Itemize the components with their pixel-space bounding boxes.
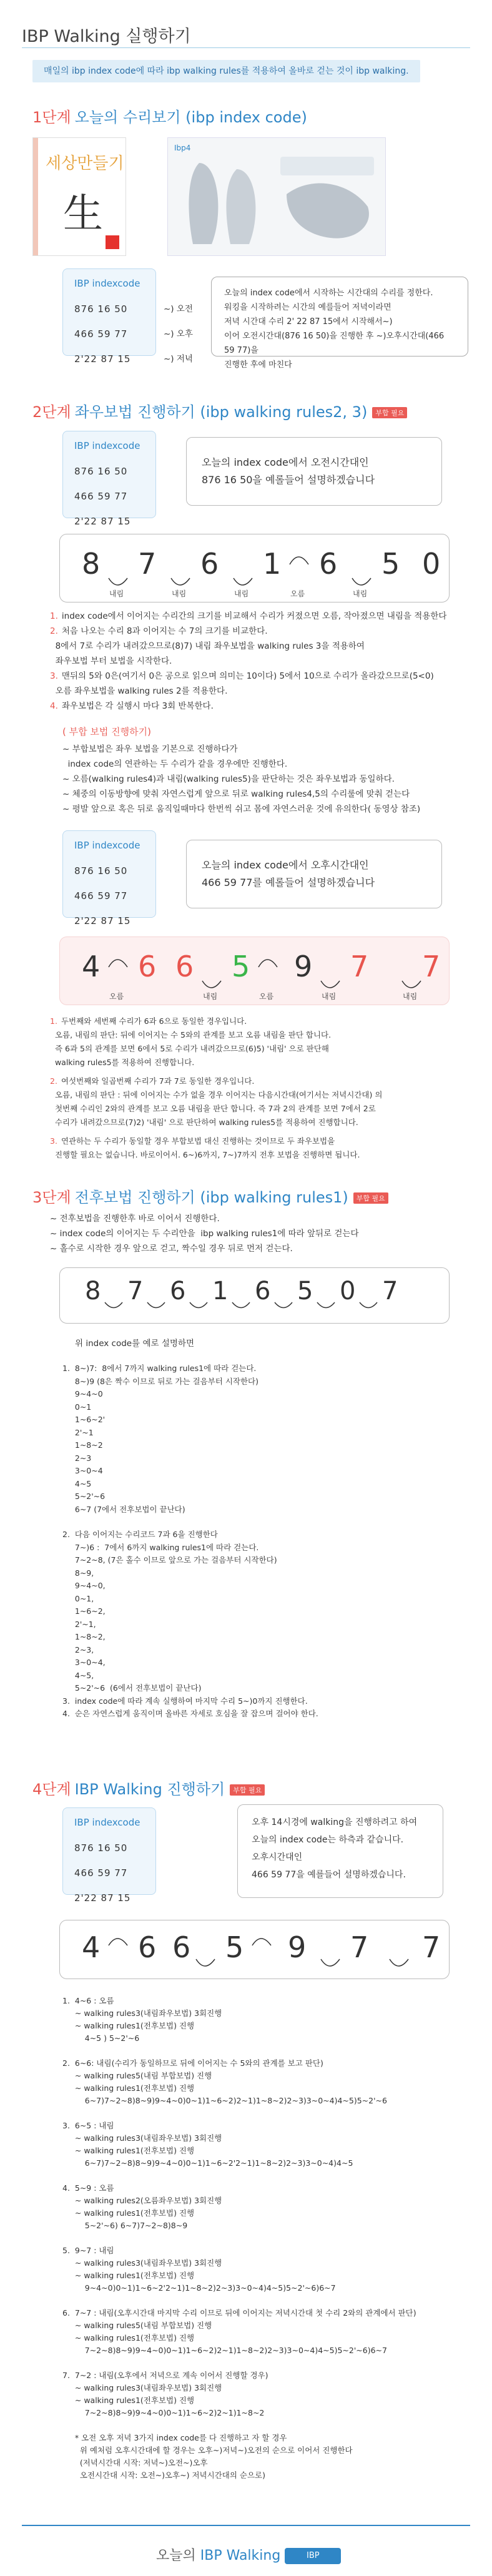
step2-note	[186, 437, 442, 506]
page-title: IBP Walking 실행하기	[22, 27, 191, 46]
line	[62, 1516, 318, 1528]
line: 2~3,	[62, 1644, 94, 1654]
step1-note-line: 이어 오전시간대(876 16 50)을 진행한 후 ~)오후시간대(466 59 77)을	[224, 332, 445, 355]
line: 4. 순은 자연스럽게 움직이며 올바른 자세로 호심을 잘 잡으며 걸어야 한다.	[62, 1709, 318, 1718]
line: 7. 7~2 : 내림(오후에서 저녁으로 계속 이어서 진행할 경우)	[62, 2371, 268, 2380]
brand-logo: IBP	[285, 2548, 341, 2564]
list-item: 여섯번째와 일곱번째 수리가 7과 7로 동일한 경우입니다.	[61, 1076, 255, 1086]
line	[62, 2232, 416, 2244]
step4-note-line: 오후시간대인	[252, 1852, 303, 1862]
rules-item: ~ 체중의 이동방향에 맞춰 자연스럽게 앞으로 뒤로 walking rules4,5의 수리룰에 맞춰 걷는다	[62, 789, 410, 799]
line: ~ walking rules5(내림 부합보법) 진행	[62, 2321, 212, 2330]
digit: 9	[288, 1930, 307, 1964]
ibp-row-am: 876 16 50	[74, 303, 128, 315]
list-item: 좌우보법 부터 보법을 시작한다.	[50, 656, 172, 666]
step1-note-line: 워킹을 시작하려는 시간의 예를들어 저녁이라면	[224, 303, 391, 312]
step4-note-line: 466 59 77을 예를들어 설명하겠습니다.	[252, 1870, 406, 1880]
line: ~ walking rules1(전후보법) 진행	[62, 2083, 195, 2093]
ibp-row-pm: 466 59 77	[74, 890, 128, 902]
list-item: 8에서 7로 수리가 내려갔으므로(8)7) 내림 좌우보법을 walking rules 3을 적용하여	[50, 641, 365, 651]
line: 7~)6 : 7에서 6까지 walking rules1에 따라 걷는다.	[62, 1542, 259, 1552]
line: 2'~1,	[62, 1619, 96, 1629]
line: 6~7 (7에서 전후보법이 끝난다)	[62, 1504, 185, 1514]
line: 위 예처럼 오후시간대에 할 경우는 오후~)저녁~)오전의 순으로 이어서 진행한다	[62, 2446, 353, 2455]
list-item: 처음 나오는 수리 8과 이어지는 수 7의 크기를 비교한다.	[61, 626, 268, 636]
line	[62, 2107, 416, 2120]
line: 5~2'~6) 6~7)7~2~8)8~9	[62, 2221, 188, 2230]
line: 6~7)7~2~8)8~9)9~4~0)0~1)1~6~2)2~1)1~8~2)2~3)3~0~4)4~5)5~2'~6	[62, 2096, 387, 2105]
step1-title	[32, 105, 307, 127]
digit: 8	[85, 1277, 101, 1305]
step4-digit-strip	[59, 1920, 450, 1979]
ibp-row-pm: 466 59 77	[74, 491, 128, 502]
step4-title	[32, 1777, 265, 1799]
digit-label: 내림	[353, 589, 368, 598]
rules-item: ~ 오름(walking rules4)과 내림(walking rules5)을 판단하는 것은 좌우보법과 동일하다.	[62, 774, 395, 784]
list-num: 2.	[50, 1076, 57, 1086]
line: ~ walking rules3(내림좌우보법) 3회진행	[62, 2133, 222, 2143]
ibp-row-pm: 466 59 77	[74, 328, 128, 340]
ibp-card-title: IBP indexcode	[74, 440, 140, 451]
line: 7~2~8)8~9)9~4~0)0~1)1~6~2)2~1)1~8~2)2~3)3~0~4)4~5)5~2'~6)6~7	[62, 2346, 387, 2355]
step4-tag: 부합 필요	[230, 1784, 265, 1796]
digit: 7	[422, 1930, 441, 1964]
step4-note	[237, 1804, 443, 1898]
step1-note-line: 진행한 후에 마친다	[224, 360, 292, 370]
rules-item: index code의 연관하는 두 수리가 같을 경우에만 진행한다.	[62, 759, 288, 769]
step2b-digit-strip	[59, 937, 450, 1005]
ibp-row-eve: 2'22 87 15	[74, 516, 131, 527]
list-num: 3.	[50, 1136, 57, 1146]
foot-illustration	[167, 137, 386, 256]
line: 7~2~8)8~9)9~4~0)0~1)1~6~2)2~1)1~8~2	[62, 2408, 265, 2417]
line: ~ walking rules1(전후보법) 진행	[62, 2208, 195, 2218]
digit-label: 오름	[109, 992, 124, 1001]
line: ~ walking rules3(내림좌우보법) 3회진행	[62, 2258, 222, 2268]
digit: 6	[170, 1277, 186, 1305]
footer	[156, 2545, 341, 2564]
rules-item: ~ 부합보법은 좌우 보법을 기본으로 진행하다가	[62, 744, 238, 754]
line: 7~2~8, (7은 홀수 이므로 앞으로 가는 걸음부터 시작한다)	[62, 1555, 277, 1565]
digit: 5	[232, 950, 250, 983]
rules-heading: ( 부합 보법 진행하기)	[62, 726, 151, 737]
step2-list	[50, 609, 446, 714]
step2b-note-line: 466 59 77를 예롤들어 설명하겠습니다	[202, 877, 375, 888]
step2b-note	[186, 840, 442, 908]
line: 4~5	[62, 1478, 92, 1488]
line: 오전시간대 시작: 오전~)오후~) 저녁시간대의 순으로)	[62, 2470, 265, 2480]
time-label-eve: ~) 저녁	[164, 354, 193, 364]
digit: 7	[382, 1277, 398, 1305]
step3-intro-line: ~ 전후보법을 진행한후 바로 이어서 진행한다.	[50, 1214, 220, 1224]
step2-title	[32, 400, 407, 421]
digit: 9	[294, 950, 313, 983]
step3-title	[32, 1185, 388, 1207]
digit: 4	[82, 950, 101, 983]
line: 0~1	[62, 1402, 92, 1412]
step2b-note-line: 오늘의 index code에서 오후시간대인	[202, 859, 369, 871]
line: 5. 9~7 : 내림	[62, 2246, 114, 2255]
digit: 5	[297, 1277, 313, 1305]
line: 3~0~4	[62, 1466, 103, 1475]
ibp-row-eve: 2'22 87 15	[74, 915, 131, 927]
step3-intro-line: ~ 홀수로 시작한 경우 앞으로 걷고, 짝수일 경우 뒤로 먼저 걷는다.	[50, 1244, 293, 1254]
line: 6. 7~7 : 내림(오후시간대 마지막 수리 이므로 뒤에 이어지는 저녁시간대 첫 수리 2와의 관계에서 판단)	[62, 2308, 416, 2318]
ibp-indexcode-card-3	[62, 830, 156, 927]
line: 3. 6~5 : 내림	[62, 2121, 114, 2130]
list-item: 좌우보법은 각 실행시 마다 3회 반복한다.	[61, 701, 214, 711]
list-item: index code에서 이어지는 수리간의 크기를 비교해서 수리가 커졌으면 오름, 작아졌으면 내림을 적용한다	[61, 611, 447, 621]
list-item: 오름, 내림의 판단: 뒤에 이어지는 수 5와의 관계를 보고 오름 내림을 판단 합니다.	[50, 1030, 332, 1040]
digit-label: 내림	[403, 992, 418, 1001]
ibp-row-pm: 466 59 77	[74, 1867, 128, 1879]
line	[62, 2357, 416, 2369]
footer-brand: IBP Walking	[200, 2548, 281, 2564]
digit: 6	[138, 1930, 157, 1964]
line: 8~9,	[62, 1568, 94, 1578]
line: 3. index code에 따라 계속 실행하여 마지막 수리 5~)0까지 진행한다.	[62, 1696, 308, 1706]
ibp-row-eve: 2'22 87 15	[74, 353, 131, 365]
ibp-indexcode-card-4	[62, 1807, 156, 1904]
digit-label: 내림	[109, 589, 124, 598]
digit: 6	[175, 950, 194, 983]
list-item: 첫번째 수리인 2와의 관계를 보고 오름 내림을 판단 합니다. 즉 7과 2의 관계를 보면 7에서 2로	[50, 1104, 376, 1113]
digit-label: 내림	[172, 589, 187, 598]
digit-label: 오름	[290, 589, 305, 598]
book-image	[32, 137, 126, 256]
digit: 5	[381, 547, 400, 581]
digit: 8	[82, 547, 101, 581]
ibp-card-title: IBP indexcode	[74, 278, 140, 289]
line	[62, 2045, 416, 2057]
title-divider	[22, 47, 470, 48]
step3-digit-strip	[59, 1267, 450, 1324]
line: 4~5,	[62, 1670, 94, 1680]
digit: 6	[172, 1930, 191, 1964]
ibp-row-eve: 2'22 87 15	[74, 1892, 131, 1904]
list-item: 오름, 내림의 판단 : 뒤에 이어지는 수가 없을 경우 이어지는 다음시간대(여기서는 저녁시간대) 의	[50, 1090, 383, 1099]
line: 8~)9 (8은 짝수 이므로 뒤로 가는 걸음부터 시작한다)	[62, 1376, 258, 1386]
ibp-row-am: 876 16 50	[74, 865, 128, 877]
list-num: 1.	[50, 611, 58, 621]
line: 2. 다음 이어지는 수리코드 7과 6을 진행한다	[62, 1530, 218, 1539]
ibp-indexcode-card-2	[62, 431, 156, 527]
svg-text:Ibp4: Ibp4	[174, 144, 191, 152]
step3-caption: 위 index code를 예로 설명하면	[75, 1339, 194, 1349]
list-num: 1.	[50, 1016, 57, 1026]
digit: 1	[212, 1277, 229, 1305]
step1-title-text: 오늘의 수리보기 (ibp index code)	[74, 109, 307, 126]
ibp-row-am: 876 16 50	[74, 466, 128, 477]
digit-label: 내림	[234, 589, 249, 598]
line: 1. 4~6 : 오름	[62, 1996, 114, 2005]
step3-tag: 부합 필요	[353, 1192, 388, 1204]
line: * 오전 오후 저녁 3가지 index code를 다 진행하고 자 할 경우	[62, 2433, 287, 2442]
step1-label: 1단계	[32, 109, 71, 126]
list-num: 4.	[50, 701, 58, 711]
line: 4. 5~9 : 오름	[62, 2183, 114, 2193]
step3-lines	[62, 1362, 318, 1721]
line: 2~3	[62, 1453, 92, 1463]
step1-note-line: 오늘의 index code에서 시작하는 시간대의 수리를 정한다.	[224, 288, 433, 298]
digit: 7	[422, 950, 441, 983]
line: 1~8~2	[62, 1440, 103, 1450]
intro-banner: 매일의 ibp index code에 따라 ibp walking rules를 적용하여 올바로 걷는 것이 ibp walking.	[32, 60, 420, 82]
line: ~ walking rules3(내림좌우보법) 3회진행	[62, 2008, 222, 2018]
step2-digit-strip	[59, 534, 450, 602]
list-num: 3.	[50, 671, 58, 681]
line: 5~2'~6	[62, 1492, 106, 1501]
digit-label: 오름	[259, 992, 274, 1001]
list-item: 오름 좌우보법을 walking rules 2를 적용한다.	[50, 686, 228, 696]
book-cover-glyph: 生	[63, 191, 103, 237]
line: ~ walking rules5(내림 부합보법) 진행	[62, 2071, 212, 2080]
time-label-am: ~) 오전	[164, 304, 193, 314]
line: 1~8~2,	[62, 1632, 106, 1641]
line: 3~0~4,	[62, 1658, 106, 1667]
ibp-indexcode-card-1	[62, 268, 156, 365]
rules-list	[62, 742, 420, 817]
line: 4~5 ) 5~2'~6	[62, 2033, 140, 2043]
digit-label: 내림	[203, 992, 218, 1001]
line: ~ walking rules2(오름좌우보법) 3회진행	[62, 2196, 222, 2205]
line: 9~4~0,	[62, 1581, 106, 1590]
line: 0~1,	[62, 1593, 94, 1603]
step2-label: 2단계	[32, 403, 71, 421]
line	[62, 2170, 416, 2182]
book-cover-text: 세상만들기	[46, 154, 124, 173]
digit: 0	[422, 547, 441, 581]
digit: 6	[200, 547, 219, 581]
line: 9~4~0	[62, 1389, 103, 1399]
list-item: 즉 6과 5의 관계를 보면 6에서 5로 수리가 내려갔으므로(6)5) '내림' 으로 판단해	[50, 1044, 329, 1053]
step3-intro	[50, 1211, 359, 1256]
list-item: walking rules5를 적용하여 진행합니다.	[50, 1058, 195, 1067]
step1-note-line: 저녁 시간대 수리 2' 22 87 15에서 시작해서~)	[224, 317, 393, 327]
footer-prefix: 오늘의	[156, 2548, 196, 2564]
ibp-row-am: 876 16 50	[74, 1842, 128, 1854]
step2b-list	[50, 1015, 382, 1162]
time-label-pm: ~) 오후	[164, 329, 193, 339]
ibp-card-title: IBP indexcode	[74, 1817, 140, 1828]
line: ~ walking rules1(전후보법) 진행	[62, 2271, 195, 2280]
step1-note	[211, 277, 468, 370]
digit: 7	[350, 950, 369, 983]
step4-note-line: 오후 14시경에 walking을 진행하려고 하여	[252, 1817, 418, 1827]
step2-note-line: 876 16 50을 예롤들어 설명하겠습니다	[202, 474, 375, 486]
digit: 7	[138, 547, 157, 581]
line: 5~2'~6 (6에서 전후보법이 끝난다)	[62, 1683, 202, 1693]
list-num: 2.	[50, 626, 58, 636]
line: ~ walking rules1(전후보법) 진행	[62, 2333, 195, 2342]
step2-note-line: 오늘의 index code에서 오전시간대인	[202, 456, 369, 468]
line: 1. 8~)7: 8에서 7까지 walking rules1에 따라 걷는다.	[62, 1364, 257, 1373]
step3-intro-line: ~ index code의 이어지는 두 수리안을 ibp walking rules1에 따라 앞뒤로 걷는다	[50, 1229, 359, 1239]
list-item: 맨뒤의 5와 0은(여기서 0은 공으로 읽으며 의미는 10이다) 5에서 10으로 수리가 올라갔으므로(5<0)	[61, 671, 434, 681]
digit: 7	[127, 1277, 144, 1305]
step3-title-text: 전후보법 진행하기 (ibp walking rules1)	[74, 1189, 348, 1206]
digit: 5	[225, 1930, 244, 1964]
step4-label: 4단계	[32, 1781, 71, 1798]
digit: 0	[340, 1277, 356, 1305]
digit: 1	[263, 547, 282, 581]
line: 1~6~2,	[62, 1606, 106, 1616]
line	[62, 2294, 416, 2307]
list-item: 진행할 필요는 없습니다. 바로이어서. 6~)6까지, 7~)7까지 전후 보법을 진행하면 됩니다.	[50, 1150, 360, 1159]
digit-label: 내림	[322, 992, 337, 1001]
list-item: 연관하는 두 수리가 동일할 경우 부합보법 대신 진행하는 것이므로 두 좌우보법을	[61, 1136, 335, 1146]
digit: 6	[255, 1277, 271, 1305]
line: (저녁시간대 시작: 저녁~)오전~)오후	[62, 2458, 208, 2467]
digit: 6	[319, 547, 338, 581]
footer-divider	[22, 2525, 470, 2526]
step3-label: 3단계	[32, 1189, 71, 1206]
rules-item: ~ 평발 앞으로 혹은 뒤로 움직일때마다 한번씩 쉬고 몸에 자연스러운 것에 유의한다( 동영상 참조)	[62, 804, 421, 814]
line: 1~6~2'	[62, 1415, 106, 1424]
ibp-card-title: IBP indexcode	[74, 840, 140, 851]
line: ~ walking rules1(전후보법) 진행	[62, 2021, 195, 2030]
line: ~ walking rules1(전후보법) 진행	[62, 2396, 195, 2405]
step4-lines	[62, 1995, 416, 2482]
digit: 7	[350, 1930, 369, 1964]
step4-note-line: 오늘의 index code는 하측과 같습니다.	[252, 1835, 404, 1845]
digit: 4	[82, 1930, 101, 1964]
step2-title-text: 좌우보법 진행하기 (ibp walking rules2, 3)	[74, 403, 368, 421]
line: 2'~1	[62, 1427, 94, 1437]
line: 9~4~0)0~1)1~6~2'2~1)1~8~2)2~3)3~0~4)4~5)5~2'~6)6~7	[62, 2283, 336, 2293]
line: 6~7)7~2~8)8~9)9~4~0)0~1)1~6~2'2~1)1~8~2)2~3)3~0~4)4~5	[62, 2158, 353, 2168]
list-item: 두번째와 세번째 수리가 6과 6으로 동일한 경우입니다.	[61, 1016, 247, 1026]
digit: 6	[138, 950, 157, 983]
step4-title-text: IBP Walking 진행하기	[74, 1781, 225, 1798]
step2-tag: 부합 필요	[372, 407, 407, 418]
list-item: 수리가 내려갔으므로(7)2) '내림' 으로 판단하여 walking rules5를 적용하여 진행합니다.	[50, 1118, 358, 1127]
line: 2. 6~6: 내림(수리가 동일하므로 뒤에 이어지는 수 5와의 관계를 보고 판단)	[62, 2058, 323, 2068]
line: ~ walking rules1(전후보법) 진행	[62, 2146, 195, 2155]
line	[62, 2419, 416, 2432]
line: ~ walking rules3(내림좌우보법) 3회진행	[62, 2383, 222, 2392]
